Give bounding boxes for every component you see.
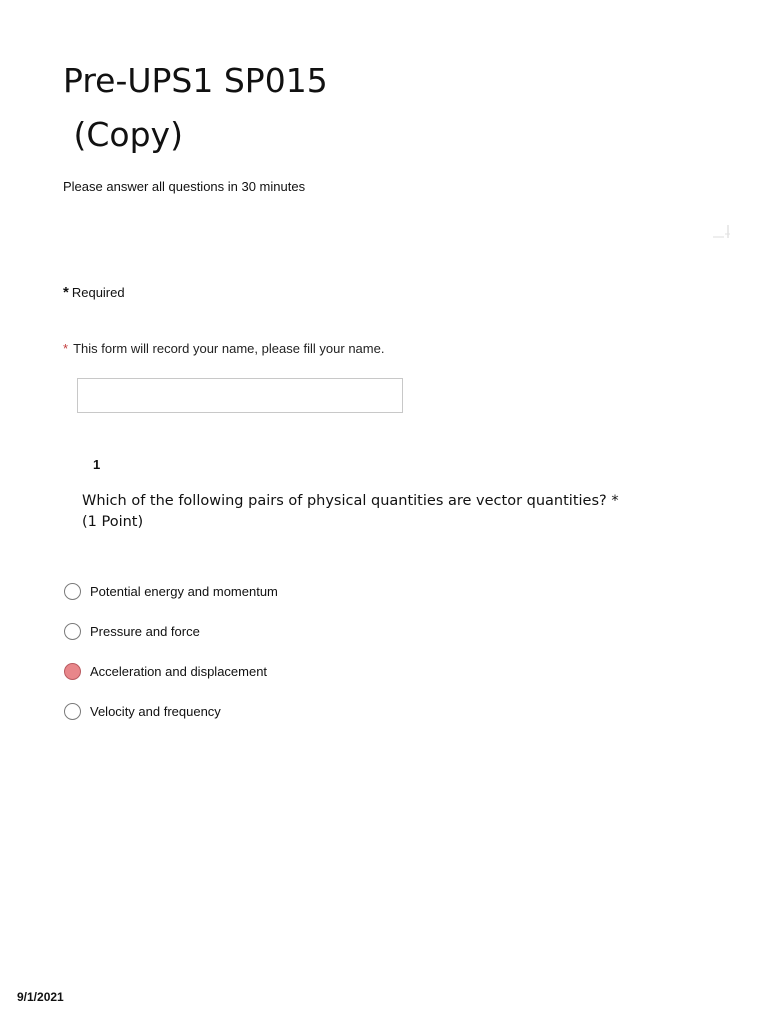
option-label: Velocity and frequency xyxy=(90,703,221,719)
required-star: * xyxy=(63,284,69,301)
required-text: Required xyxy=(71,285,125,300)
name-field-label xyxy=(63,341,384,356)
radio-button[interactable] xyxy=(64,703,81,720)
question-number: 1 xyxy=(93,457,101,472)
option-velocity-frequency[interactable] xyxy=(64,691,278,731)
option-potential-energy-momentum[interactable] xyxy=(64,571,278,611)
form-title xyxy=(63,54,663,162)
option-label: Potential energy and momentum xyxy=(90,583,278,599)
answer-options xyxy=(64,571,278,731)
option-acceleration-displacement[interactable] xyxy=(64,651,278,691)
form-title-line2: (Copy) xyxy=(63,115,183,154)
question-points: (1 Point) xyxy=(82,514,144,530)
required-note xyxy=(63,284,125,301)
name-input[interactable] xyxy=(77,378,403,413)
name-label-text: This form will record your name, please fill your name. xyxy=(73,341,385,356)
form-title-line1: Pre-UPS1 SP015 xyxy=(63,61,328,100)
radio-button-selected[interactable] xyxy=(64,663,81,680)
option-label: Acceleration and displacement xyxy=(90,663,268,679)
radio-button[interactable] xyxy=(64,623,81,640)
option-label: Pressure and force xyxy=(90,623,200,639)
radio-button[interactable] xyxy=(64,583,81,600)
form-description: Please answer all questions in 30 minutes xyxy=(63,179,306,194)
question-text xyxy=(82,491,642,533)
footer-date: 9/1/2021 xyxy=(17,990,64,1004)
name-required-star: * xyxy=(63,341,69,356)
question-prompt: Which of the following pairs of physical quantities are vector quantities? * xyxy=(82,493,619,509)
option-pressure-force[interactable] xyxy=(64,611,278,651)
decorative-mark-icon xyxy=(712,222,734,240)
